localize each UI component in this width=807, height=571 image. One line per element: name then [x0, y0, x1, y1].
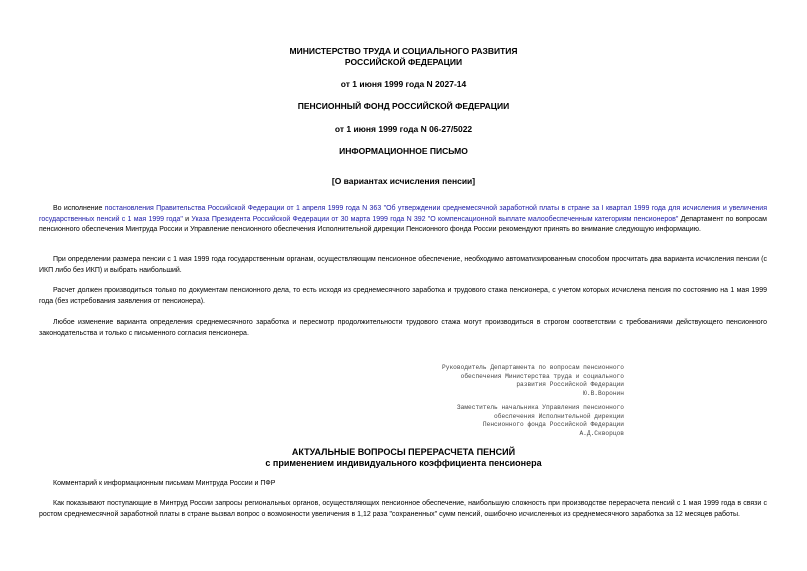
paragraph-4-text: Любое изменение варианта определения среднемесячного заработка и пересмотр продолжительности трудового стажа могут производиться в строгом соответствии с требованиями действующего пенсионного законодательства и только с письменного согласия пенсионера. — [39, 319, 767, 337]
paragraph-1-prefix: Во исполнение — [53, 205, 105, 212]
section-title: АКТУАЛЬНЫЕ ВОПРОСЫ ПЕРЕРАСЧЕТА ПЕНСИЙ — [291, 447, 516, 457]
ministry-title-line2: РОССИЙСКОЙ ФЕДЕРАЦИИ — [344, 57, 463, 67]
section-paragraph-1 — [39, 499, 767, 520]
paragraph-3 — [39, 286, 767, 307]
paragraph-1 — [39, 204, 767, 236]
document-subject: [О вариантах исчисления пенсии] — [331, 176, 476, 186]
ministry-title-line1: МИНИСТЕРСТВО ТРУДА И СОЦИАЛЬНОГО РАЗВИТИЯ — [289, 46, 518, 56]
ministry-date: от 1 июня 1999 года N 2027-14 — [340, 79, 467, 89]
paragraph-1-suffix: Департамент по вопросам пенсионного обеспечения Минтруда России и Управление пенсионного обеспечения Исполнительной дирекции Пенсионного фонда России рекомендуют принять во внимание следующую информацию. — [39, 215, 767, 233]
paragraph-2-text: При определении размера пенсии с 1 мая 1999 года государственным органам, осуществляющим пенсионное обеспечение, необходимо автоматизированным способом просчитать два варианта исчисления пенсии (с ИКП либо без ИКП) и выбрать наибольший. — [39, 256, 767, 274]
link-government-resolution-363[interactable]: постановления Правительства Российской Федерации от 1 апреля 1999 года N 363 "Об утверждении среднемесячной заработной платы в стране за I квартал 1999 года для исчисления и увеличения государственных пенсий с 1 мая 1999 года" — [39, 205, 767, 223]
signature-block-fund: Заместитель начальника Управления пенсионного обеспечения Исполнительной дирекции Пенсионного фонда Российской Федерации А.Д.Скворцов — [456, 404, 624, 437]
document-type: ИНФОРМАЦИОННОЕ ПИСЬМО — [339, 146, 468, 156]
fund-date: от 1 июня 1999 года N 06-27/5022 — [334, 124, 473, 134]
link-presidential-decree-392[interactable]: Указа Президента Российской Федерации от 30 марта 1999 года N 392 "О компенсационной выплате малообеспеченным категориям пенсионеров" — [191, 215, 679, 223]
signature-block-ministry: Руководитель Департамента по вопросам пенсионного обеспечения Министерства труда и социального развития Российской Федерации Ю.В.Воронин — [442, 364, 624, 397]
fund-title: ПЕНСИОННЫЙ ФОНД РОССИЙСКОЙ ФЕДЕРАЦИИ — [297, 101, 510, 111]
section-paragraph-1-text: Как показывают поступающие в Минтруд России запросы региональных органов, осуществляющих пенсионное обеспечение, наибольшую сложность при производстве перерасчета пенсий с 1 мая 1999 года в связи с ростом среднемесячной заработной платы в стране вызвал вопрос о возможности увеличения в 1,12 раза "сохраненных" сумм пенсий, ошибочно исчисленных из среднемесячного заработка за 12 месяцев работы. — [39, 500, 767, 518]
section-comment — [39, 479, 767, 490]
paragraph-3-text: Расчет должен производиться только по документам пенсионного дела, то есть исходя из среднемесячного заработка и трудового стажа пенсионера, с учетом которых исчислена пенсия по состоянию на 1 мая 1999 года (без истребования заявления от пенсионера). — [39, 287, 767, 305]
paragraph-1-mid: и — [182, 215, 192, 223]
section-comment-text: Комментарий к информационным письмам Минтруда России и ПФР — [53, 480, 276, 487]
paragraph-4 — [39, 318, 767, 339]
section-subtitle: с применением индивидуального коэффициента пенсионера — [265, 458, 542, 468]
paragraph-2 — [39, 255, 767, 276]
